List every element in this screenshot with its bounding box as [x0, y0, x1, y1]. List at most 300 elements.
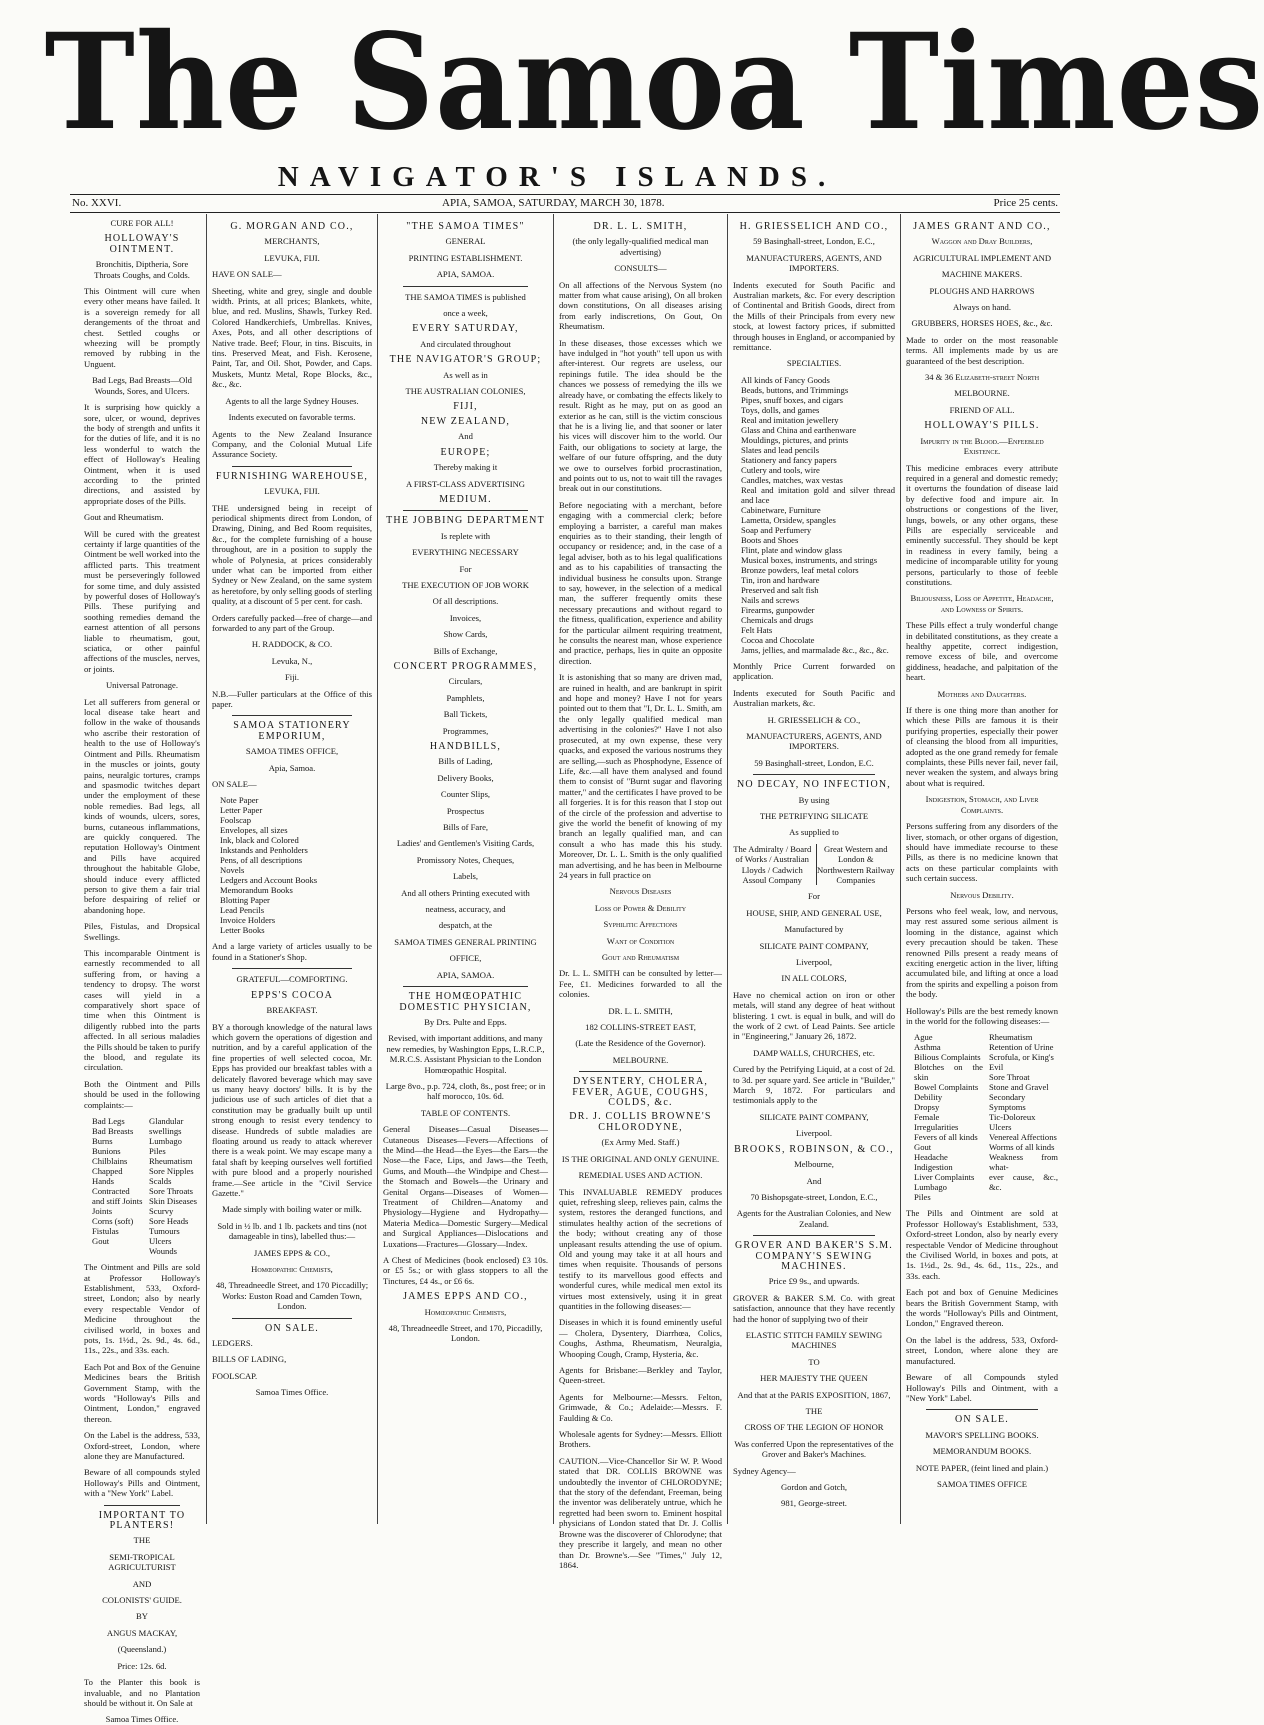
column-rule [553, 214, 554, 1524]
ad-text: Before negociating with a merchant, before engaging with a commercial clerk; before employing a barrister, a careful man makes enquiries as to their standing, their length of occupancy or residence; and, in the case of a legal adviser, both as to his legal qualifications and as to his capabilities of transacting the individual business he consults upon. Strange to say, however, in the selection of a medical man, the sufferer frequently omits these necessary precautions and without regard to the fitness, qualification, experience and ability for the particular ailment requiring treatment, he consults the nearest man, whose experience and practice, perhaps, lies in quite an opposite direction. [559, 499, 722, 666]
list-item: Mouldings, pictures, and prints [741, 434, 849, 445]
column-4 [559, 218, 722, 1570]
list-item: Bowel Complaints [914, 1082, 979, 1093]
list-item: Piles [149, 1146, 166, 1157]
stationery-list [220, 795, 372, 935]
ad-line: REMEDIAL USES AND ACTION. [578, 1170, 703, 1181]
ad-line: MANUFACTURERS, AGENTS, AND IMPORTERS. [746, 252, 882, 274]
list-item: Sore Heads [149, 1216, 189, 1227]
ad-line: THE SAMOA TIMES is published [405, 291, 526, 302]
ad-subhead: Indigestion, Stomach, and Liver Complaints. [925, 794, 1039, 815]
ad-line: PRINTING ESTABLISHMENT. [408, 252, 523, 263]
ad-text: Beware of all compounds styled Holloway's Pills and Ointment, with a "New York" Label. [84, 1467, 200, 1499]
list-item: Soap and Perfumery [741, 524, 812, 535]
list-item: Pens, of all descriptions [220, 855, 303, 866]
ad-text: If there is one thing more than another for which these Pills are famous it is their purifying properties, especially their power of cleansing the blood from all impurities, adopted as the one grand remedy for female complaints, these Pills never fail, never fail, never weaken the system, and always bring about what is required. [906, 705, 1058, 788]
ad-text: To the Planter this book is invaluable, and no Plantation should be without it. On Sale at [84, 1677, 200, 1708]
ad-heading-dysentery: DYSENTERY, CHOLERA, FEVER, AGUE, COUGHS, COLDS, &c. [572, 1076, 709, 1109]
ad-heading-samoa-times: "THE SAMOA TIMES" [406, 221, 525, 232]
ad-line: For [459, 563, 472, 574]
ad-heading-planters: IMPORTANT TO PLANTERS! [98, 1509, 186, 1532]
ad-line: HAVE ON SALE— [212, 269, 282, 280]
cure-line: CURE FOR ALL! [110, 218, 174, 228]
ad-line: MERCHANTS, [264, 236, 320, 247]
ad-line: Agents for the Australian Colonies, and New Zealand. [736, 1208, 892, 1229]
list-item: Want of Condition [606, 935, 675, 946]
ad-subhead: Impurity in the Blood.—Enfeebled Existence. [920, 435, 1044, 457]
ad-text: Indents executed for South Pacific and Australian markets, &c. For every description of Continental and British Goods, direct from the Mills of their Principals from every new stock, at lowest factory prices, if submitted through houses in England, or accompanied by remittance. [733, 279, 895, 353]
list-item: Nervous Diseases [609, 886, 672, 897]
ad-heading-jobbing: THE JOBBING DEPARTMENT [386, 515, 545, 527]
divider [232, 1318, 352, 1319]
list-item: Bilious Complaints [914, 1052, 981, 1063]
ad-line: Price £9 9s., and upwards. [768, 1276, 860, 1287]
column-rule [900, 214, 901, 1524]
list-item: Fistulas [92, 1226, 119, 1237]
divider [579, 1071, 702, 1072]
ad-text: Persons who feel weak, low, and nervous, may rest assured some serious ailment is looming in the distance, against which every precaution should be taken. These renowned Pills present a ready means of exciting energetic action in the liver, lifting accumulated bile, and lifting at once a load from the spirits and expelling a poison from the body. [906, 905, 1058, 1000]
ad-line: (Ex Army Med. Staff.) [601, 1137, 680, 1148]
job-item: Counter Slips, [440, 789, 491, 800]
list-item: Joints [92, 1206, 113, 1217]
list-item: Lumbago [149, 1136, 182, 1147]
ad-line: FIJI, [453, 401, 478, 413]
list-item: Stationery and fancy papers [741, 454, 837, 465]
list-item: Weakness from what- [989, 1152, 1058, 1173]
ad-line: Apia, Samoa. [268, 762, 316, 773]
ad-line: EVERYTHING NECESSARY [412, 547, 519, 558]
ad-line: THE NAVIGATOR'S GROUP; [389, 354, 542, 366]
ad-subhead: Universal Patronage. [105, 680, 179, 691]
ad-text: CAUTION.—Vice-Chancellor Sir W. P. Wood stated that DR. COLLIS BROWNE was undoubtedly the inventor of CHLORODYNE; that the story of the defendant, Freeman, being the inventor was deliberately untrue, which he regretted had been sworn to. Eminent hospital physicians of London stated that Dr. J. Collis Browne was the discoverer of Chlorodyne; that they prescribe it largely, and mean no other than Dr. Browne's.—See "Times," July 12, 1864. [559, 1455, 722, 1570]
ad-heading-stationery: SAMOA STATIONERY EMPORIUM, [233, 720, 351, 742]
ad-text: Made to order on the most reasonable terms. All implements made by us are guaranteed of the best description. [906, 334, 1058, 366]
ad-text: Revised, with important additions, and many new remedies, by Washington Epps, L.R.C.P., M.R.C.S. Assistant Physician to the London Homœopathic Hospital. [386, 1033, 545, 1075]
ad-text: In these diseases, those excesses which we have indulged in "hot youth" tell upon us with after-interest. Our regrets are useless, our repinings futile. The idea should be the chances we possess of remedying the ills we already have, or combating the effects likely to result. Right as he may, put on as good an exterior as he can, still is the victim conscious that he is a living lie, and that sooner or later his vices will discover him to the world. Our Faith, our obligations to society at large, the welfare of our future offspring, and the duty we owe to ourselves forbid procrastination, and points out to us, not to wait till the ravages break out in our constitutions. [559, 337, 722, 494]
list-item: Boots and Shoes [741, 534, 799, 545]
job-item: Ball Tickets, [443, 709, 488, 720]
ad-heading-grant: JAMES GRANT AND CO., [913, 221, 1051, 232]
ad-line: Made simply with boiling water or milk. [222, 1204, 362, 1215]
ad-text: This Ointment will cure when every other means have failed. It is a sovereign remedy for all derangements of the throat and chest. Settled coughs or wheezing will be promptly removed by rubbing in the Unguent. [84, 286, 200, 369]
ad-line: LEDGERS. [212, 1338, 253, 1349]
list-item: Foolscap [220, 815, 252, 826]
list-item: Tin, iron and hardware [741, 574, 820, 585]
ad-line: EUROPE; [440, 446, 491, 458]
job-item: Labels, [452, 871, 479, 882]
ad-line: GENERAL [445, 236, 486, 247]
ad-text: Wholesale agents for Sydney:—Messrs. Elliott Brothers. [559, 1429, 722, 1450]
ad-text: 48, Threadneedle Street, and 170 Piccadilly; Works: Euston Road and Camden Town, London. [215, 1280, 369, 1312]
ad-line: Is replete with [440, 530, 491, 541]
ad-line: AND [132, 1578, 152, 1589]
masthead-subtitle: NAVIGATOR'S ISLANDS. [277, 161, 837, 193]
ad-heading-morgan: G. MORGAN AND CO., [230, 221, 354, 232]
ad-text: This INVALUABLE REMEDY produces quiet, refreshing sleep, relieves pain, calms the system, restores the deranged functions, and stimulates healthy action of the secretions of the body; without creating any of those unpleasant results attending the use of opium. Old and young may take it at all hours and times when requisite. Thousands of persons testify to its marvellous good effects and wonderful cures, while medical men extol its virtues most extensively, using it in great quantities in the following diseases:— [559, 1186, 722, 1311]
ad-text: BY a thorough knowledge of the natural laws which govern the operations of digestion and nutrition, and by a careful application of the fine properties of well selected cocoa, Mr. Epps has provided our breakfast tables with a delicately flavored beverage which may save us many heavy doctors' bills. It is by the judicious use of such articles of diet that a constitution may be gradually built up until strong enough to resist every tendency to disease. Hundreds of subtle maladies are floating around us ready to attack wherever there is a weak point. We may escape many a fatal shaft by keeping ourselves well fortified with pure blood and a properly nourished frame.—See article in the "Civil Service Gazette." [212, 1021, 372, 1198]
ad-line: ELASTIC STITCH FAMILY SEWING MACHINES [745, 1329, 883, 1351]
ad-line: Homœopathic Chemists, [424, 1306, 507, 1317]
ad-heading-smith: DR. L. L. SMITH, [593, 221, 688, 232]
ad-line: CONSULTS— [614, 263, 667, 274]
list-item: Firearms, gunpowder [741, 604, 815, 615]
ad-line: Fiji. [284, 672, 300, 683]
ad-line: As well as in [443, 369, 488, 380]
job-item: Bills of Lading, [438, 756, 493, 767]
divider [753, 774, 875, 775]
ad-line: Price: 12s. 6d. [117, 1660, 167, 1671]
ad-line: THE [805, 1406, 823, 1416]
column-6 [906, 218, 1058, 1518]
ad-text: Orders carefully packed—free of charge—and forwarded to any part of the Group. [212, 612, 372, 633]
ad-text: General Diseases—Casual Diseases—Cutaneous Diseases—Fevers—Affections of the Mind—the Head—the Eyes—the Ears—the Nose—the Face, Lips, and Jaws—the Teeth, Gums, and Mouth—the Windpipe and Chest—the Stomach and Bowels—the Urinary and Genital Organs—Diseases of Women—Treatment of Children—Anatomy and Physiology—Hygiene and Hydropathy—Materia Medica—Domestic Surgery—Medical and Surgical Appliances—Dislocations and Luxations—Fractures—Glossary—Index. [383, 1124, 548, 1249]
list-item: Cutlery and tools, wire [741, 464, 820, 475]
ad-line: And circulated throughout [420, 338, 511, 349]
job-item: Pamphlets, [446, 692, 485, 703]
masthead-title: The Samoa Times [44, 5, 1264, 160]
ad-line: HOUSE, SHIP, AND GENERAL USE, [746, 907, 882, 918]
list-item: Bad Breasts [92, 1126, 134, 1137]
ad-text: This medicine embraces every attribute required in a general and domestic remedy; it overturns the foundation of disease laid by defective food and impure air. In obstructions or congestions of the liver, lungs, bowels, or any other organs, these Pills are especially serviceable and eminently successful. They should be kept in readiness in every family, being a medicine of incomparable utility for young persons, particularly to those of feeble constitutions. [906, 462, 1058, 587]
ad-line: THE PETRIFYING SILICATE [759, 810, 869, 821]
ad-subhead: Piles, Fistulas, and Dropsical Swellings. [84, 921, 200, 942]
list-item: Burns [92, 1136, 113, 1147]
list-item: Liver Complaints [914, 1172, 975, 1183]
divider [232, 466, 352, 467]
ad-text: Holloway's Pills are the best remedy known in the world for the following diseases:— [906, 1005, 1058, 1026]
ad-heading-cocoa: EPPS'S COCOA [250, 989, 334, 1001]
ad-line: IS THE ORIGINAL AND ONLY GENUINE. [561, 1153, 720, 1164]
ad-line: MELBOURNE. [612, 1054, 669, 1065]
list-item: Gout [914, 1142, 932, 1153]
ad-line: 34 & 36 Elizabeth-street North [924, 372, 1040, 383]
job-item: Programmes, [442, 725, 489, 736]
ad-text: Sheeting, white and grey, single and double width. Prints, at all prices; Blankets, white, blue, and red. Muslins, Shawls, Turkey Red. Colored Handkerchiefs, Umbrellas. Knives, Axes, Pots, and all other descriptions of Native trade. Beef; Flour, in tins. Biscuits, in tins. Preserved Meat, and Fish. Kerosene, Paint, Tar, and Oil. Shot, Powder, and Caps. Muskets, Muntz Metal, Rope Blocks, &c., &c., &c. [212, 285, 372, 390]
ad-line: SAMOA TIMES OFFICE, [245, 746, 339, 757]
list-item: Cocoa and Chocolate [741, 634, 815, 645]
divider [403, 986, 528, 987]
job-item: APIA, SAMOA. [436, 969, 495, 980]
ad-line: By Drs. Pulte and Epps. [424, 1016, 507, 1027]
ad-line: Melbourne, [794, 1159, 834, 1170]
ad-line: ANGUS MACKAY, [106, 1627, 178, 1638]
complaints-list [92, 1116, 200, 1256]
job-item: HANDBILLS, [429, 741, 502, 752]
bottom-rule [70, 212, 1060, 213]
list-item: Sore Throats [149, 1186, 193, 1197]
list-item: Worms of all kinds [989, 1142, 1055, 1153]
ad-text: GROVER & BAKER S.M. Co. with great satisfaction, announce that they have recently had the honor of supplying two of their [733, 1292, 895, 1324]
ad-line: EVERY SATURDAY, [412, 323, 519, 335]
ad-line: Liverpool, [795, 957, 833, 967]
ad-line: NOTE PAPER, (feint lined and plain.) [915, 1462, 1049, 1473]
job-item: And all others Printing executed with [401, 887, 530, 898]
list-item: Glandular swellings [149, 1116, 184, 1137]
list-item: Gout and Rheumatism [601, 952, 680, 962]
ad-line: Samoa Times Office. [105, 1714, 179, 1725]
ad-line: LEVUKA, FIJI. [264, 486, 320, 497]
ad-line: 59 Basinghall-street, London, E.C. [754, 757, 874, 768]
list-item: Female Irregularities [914, 1112, 959, 1133]
list-item: Debility [914, 1092, 943, 1103]
list-item: Skin Diseases [149, 1196, 197, 1207]
list-item: Cabinetware, Furniture [741, 504, 821, 515]
ad-line: Gordon and Gotch, [780, 1482, 848, 1493]
list-item: Stone and Gravel [989, 1082, 1049, 1093]
list-item: Glass and China and earthenware [741, 424, 857, 435]
ad-text: Dr. L. L. SMITH can be consulted by letter—Fee, £1. Medicines forwarded to all the colonies. [559, 968, 722, 1000]
ad-line: MANUFACTURERS, AGENTS, AND IMPORTERS. [746, 730, 882, 752]
ad-text: The Pills and Ointment are sold at Professor Holloway's Establishment, 533, Oxford-street London, also by nearly every respectable Vendor of Medicine throughout the Civilised World, in boxes and pots, at 1s. 1½d., 2s. 9d., 4s. 6d., 11s., 22s., and 33s. each. [906, 1208, 1058, 1281]
list-item: Letter Books [220, 925, 265, 936]
list-item: Bunions [92, 1146, 121, 1157]
ad-line: DR. L. L. SMITH, [608, 1005, 673, 1016]
list-item: Chapped Hands [92, 1166, 123, 1187]
job-item: despatch, at the [438, 920, 493, 931]
ad-line: Thereby making it [433, 462, 498, 473]
list-item: Nails and screws [741, 594, 800, 605]
issue-price: Price 25 cents. [993, 197, 1058, 209]
list-item: Sore Nipples [149, 1166, 194, 1177]
ad-heading-pills: HOLLOWAY'S PILLS. [924, 420, 1040, 432]
ad-line: MACHINE MAKERS. [941, 269, 1023, 280]
list-item: Inkstands and Penholders [220, 845, 308, 856]
list-item: All kinds of Fancy Goods [741, 374, 830, 385]
list-item: Letter Paper [220, 805, 263, 816]
ad-line: MAVOR'S SPELLING BOOKS. [925, 1429, 1039, 1440]
column-2 [212, 218, 372, 1518]
list-item: Fevers of all kinds [914, 1132, 978, 1143]
job-item: OFFICE, [449, 953, 482, 964]
diseases-list [914, 1032, 1058, 1202]
ad-line: H. GRIESSELICH & CO., [767, 714, 861, 725]
dateline [70, 197, 1060, 213]
ad-line: Levuka, N., [271, 655, 313, 666]
divider [926, 1409, 1038, 1410]
ad-text: On the label is the address, 533, Oxford-street, London, where alone they are manufactured. [906, 1334, 1058, 1366]
ad-line: SILICATE PAINT COMPANY, [759, 1111, 869, 1122]
ad-heading-onsale: ON SALE. [264, 1322, 320, 1334]
ad-text: Each Pot and Box of the Genuine Medicines bears the British Government Stamp, with the words "Holloway's Pills and Ointment, London," engraved thereon. [84, 1361, 200, 1424]
list-item: Wounds [149, 1246, 177, 1257]
list-item: Memorandum Books [220, 885, 293, 896]
ad-text: The Ointment and Pills are sold at Professor Holloway's Establishment, 533, Oxford-street, London; also by nearly every respectable Vendor of Medicine throughout the civilised world, in boxes and pots, 1s. 1½d., 2s. 9d., 4s. 6d., 11s., 22s., and 33s. each. [84, 1262, 200, 1356]
ad-line: APIA, SAMOA. [436, 269, 495, 280]
ad-text: Sold in ½ lb. and 1 lb. packets and tins (not damageable in tins), labelled thus:— [217, 1220, 367, 1242]
list-item: Tumours [149, 1226, 180, 1237]
list-item: Jams, jellies, and marmalade &c., &c., &c. [741, 644, 889, 655]
list-item: Slates and lead pencils [741, 444, 820, 455]
list-item: Scrofula, or King's [989, 1052, 1054, 1063]
ad-line: SPECIALTIES. [786, 358, 842, 369]
ad-text: These Pills effect a truly wonderful change in debilitated constitutions, as they create a healthy appetite, correct indigestion, remove excess of bile, and overcome giddiness, headache, and palpitation of the heart. [906, 620, 1058, 683]
ad-line: THE AUSTRALIAN COLONIES, [405, 386, 526, 397]
list-item: Blotting Paper [220, 895, 270, 906]
ad-line: 70 Bishopsgate-street, London, E.C., [750, 1191, 878, 1202]
list-item: ever cause, &c., &c. [989, 1172, 1058, 1193]
list-item: Invoice Holders [220, 915, 276, 926]
ad-text: Both the Ointment and Pills should be used in the following complaints:— [84, 1078, 200, 1110]
ad-text: Let all sufferers from general or local disease take heart and follow in the wake of thousands who ascribe their restoration of health to the use of Holloway's Ointment and Pills. Rheumatism in the muscles or joints, gouty pains, neuralgic tortures, cramps and spasmodic twitches depart under the employment of these noble remedies. Bad legs, all kinds of wounds, ulcers, sores, burns, cutaneous inflammations, are quickly conquered. The reputation Holloway's Ointment and Pills have acquired throughout the habitable Globe, should induce every afflicted person to give them a fair trial before despairing of relief or abandoning hope. [84, 696, 200, 915]
list-item: Gout [92, 1236, 110, 1247]
ad-subhead: Biliousness, Loss of Appetite, Headache, and Lowness of Spirits. [910, 593, 1054, 614]
list-item: Sore Throat [989, 1072, 1030, 1083]
list-item: Real and imitation gold and silver thread and lace [741, 484, 895, 505]
ad-line: SAMOA TIMES OFFICE [936, 1478, 1028, 1489]
ad-line: SEMI-TROPICAL AGRICULTURIST [108, 1551, 176, 1573]
ad-line: Indents executed on favorable terms. [228, 412, 356, 423]
ad-text: Persons suffering from any disorders of the liver, stomach, or other organs of digestion, should have immediate recourse to these Pills, as there is no medicine known that acts on these particular complaints with such certain success. [906, 821, 1058, 884]
ad-text: Cured by the Petrifying Liquid, at a cost of 2d. to 3d. per square yard. See article in "Builder," March 9, 1872. For particulars and testimonials apply to the [733, 1064, 895, 1106]
ad-heading-brooks: BROOKS, ROBINSON, & CO., [734, 1143, 894, 1155]
ad-line: NEW ZEALAND, [420, 415, 511, 427]
ad-heading-onsale: ON SALE. [954, 1414, 1010, 1426]
ad-line: ON SALE— [212, 779, 257, 790]
ad-line: A FIRST-CLASS ADVERTISING [405, 478, 526, 489]
ad-line: MEMORANDUM BOOKS. [932, 1446, 1032, 1457]
ad-heading-homeopathic: THE HOMŒOPATHIC DOMESTIC PHYSICIAN, [399, 991, 532, 1013]
list-item: Bronze powders, leaf metal colors [741, 564, 859, 575]
job-item: Bills of Exchange, [433, 645, 498, 656]
ad-line: For [808, 891, 820, 902]
ad-line: Always on hand. [953, 302, 1011, 313]
job-item: Prospectus [446, 805, 485, 816]
ad-subhead: Bronchitis, Diptheria, Sore Throats Coughs, and Colds. [94, 259, 190, 280]
ad-text: Agents for Brisbane:—Berkley and Taylor, Queen-street. [559, 1365, 722, 1386]
ad-text: Agents for Melbourne:—Messrs. Felton, Grimwade, & Co.; Adelaide:—Messrs. F. Faulding & Co. [559, 1391, 722, 1423]
ad-text: On all affections of the Nervous System (no matter from what cause arising), On all broken down constitutions, On all diseases arising from early indiscretions, On Gout, On Rheumatism. [559, 279, 722, 332]
list-item: Dropsy [914, 1102, 940, 1113]
job-item: Bills of Fare, [442, 822, 489, 833]
ad-line: Of all descriptions. [432, 596, 499, 607]
list-item: Headache [914, 1152, 948, 1163]
list-item: Asthma [914, 1042, 941, 1053]
column-rule [206, 214, 207, 1524]
ad-line: And [806, 1175, 822, 1186]
ad-subhead: Nervous Debility. [950, 889, 1014, 900]
column-rule [377, 214, 378, 1524]
list-item: Venereal Affections [989, 1132, 1057, 1143]
ad-line: MEDIUM. [439, 493, 492, 505]
ad-line: Samoa Times Office. [255, 1387, 329, 1398]
list-item: Loss of Power & Debility [594, 902, 687, 913]
ad-line: (Queensland.) [117, 1644, 167, 1655]
list-item: Toys, dolls, and games [741, 404, 820, 415]
job-item: Invoices, [449, 612, 482, 623]
list-item: Musical boxes, instruments, and strings [741, 554, 878, 565]
divider [232, 968, 352, 969]
ad-line: 182 COLLINS-STREET EAST, [585, 1022, 696, 1033]
list-item: Indigestion [914, 1162, 953, 1173]
ad-heading-silicate: NO DECAY, NO INFECTION, [737, 779, 891, 791]
divider [104, 1505, 180, 1506]
ad-heading-chlorodyne: DR. J. COLLIS BROWNE'S CHLORODYNE, [569, 1111, 712, 1133]
date-place: APIA, SAMOA, SATURDAY, MARCH 30, 1878. [442, 197, 665, 209]
ad-text: Beware of all Compounds styled Holloway's Pills and Ointment, with a "New York" Label. [906, 1372, 1058, 1403]
list-item: Note Paper [220, 795, 259, 806]
list-item: Scurvy [149, 1206, 174, 1217]
ad-line: HER MAJESTY THE QUEEN [760, 1373, 868, 1384]
list-item: Flint, plate and window glass [741, 544, 842, 555]
list-item: Bad Legs [92, 1116, 125, 1127]
column-3 [383, 218, 548, 1518]
list-item: Pipes, snuff boxes, and cigars [741, 394, 843, 405]
list-item: Syphilitic Affections [603, 919, 678, 930]
list-item: Novels [220, 865, 245, 876]
ad-line: GRATEFUL—COMFORTING. [236, 974, 348, 985]
divider [403, 510, 528, 511]
ad-line: once a week, [443, 308, 488, 319]
column-5 [733, 218, 895, 1518]
list-item: Ulcers [989, 1122, 1012, 1133]
ad-text: Have no chemical action on iron or other metals, will stand any degree of heat without blistering. 1 cwt. is equal in bulk, and will do the work of 2 cwt. of Lead Paints. See article in "Engineering," January 26, 1872. [733, 989, 895, 1042]
ad-subhead: Bad Legs, Bad Breasts—Old Wounds, Sores, and Ulcers. [92, 375, 192, 396]
ad-line: 59 Basinghall-street, London, E.C., [753, 236, 875, 247]
ad-line: THE EXECUTION OF JOB WORK [402, 579, 529, 590]
job-item: neatness, accuracy, and [425, 904, 506, 915]
job-item: Promissory Notes, Cheques, [416, 854, 515, 865]
ad-line: (Late the Residence of the Governor). [575, 1038, 706, 1049]
list-item: Corns (soft) [92, 1216, 134, 1227]
ad-text: Agents to the New Zealand Insurance Company, and the Colonial Mutual Life Assurance Society. [212, 428, 372, 460]
supplied-to-box [733, 844, 895, 886]
list-item: Retention of Urine [989, 1042, 1054, 1053]
ad-line: And that at the PARIS EXPOSITION, 1867, [737, 1389, 891, 1400]
list-item: Scalds [149, 1176, 172, 1187]
ad-line: FRIEND OF ALL. [949, 404, 1015, 415]
ad-heading-warehouse: FURNISHING WAREHOUSE, [215, 470, 369, 482]
ad-line: JAMES EPPS & CO., [253, 1247, 331, 1258]
list-item: Preserved and salt fish [741, 584, 819, 595]
list-item: Felt Hats [741, 624, 773, 635]
ad-text: It is astonishing that so many are driven mad, are ruined in health, and are bankrupt in spirit and hope and money? Have I not for years pointed out to them that "I, Dr. L. L. Smith, am the only legally qualified medical man advertising in the colonies?" Have I not also prosecuted, at my own expense, these very quacks, and exposed the various nostrums they are selling,—such as Phosphodyne, Essence of Life, &c.—all have them analysed and found them to consist of "Burnt sugar and flavoring matter," and the certificates I have proved to be all forgeries. It is for this reason that I stop out of the circle of the profession and advertise to give the world the benefit of knowing of my branch an legally qualified man, and can consult a who has made this his study. Moreover, Dr. L. L. Smith is the only qualified man advertising, and he has been in Melbourne 24 years in full practice on [559, 672, 722, 880]
ad-line: And [458, 431, 473, 442]
ad-line: SILICATE PAINT COMPANY, [759, 940, 869, 951]
list-item: Chilblains [92, 1156, 128, 1167]
ad-line: GRUBBERS, HORSES HOES, &c., &c. [911, 318, 1053, 329]
list-item: Lead Pencils [220, 905, 265, 916]
ad-line: TABLE OF CONTENTS. [420, 1107, 511, 1118]
ad-line: By using [798, 794, 830, 805]
ad-text: And a large variety of articles usually to be found in a Stationer's Shop. [212, 941, 372, 962]
list-item: Real and imitation jewellery [741, 414, 839, 425]
job-item: Delivery Books, [437, 772, 494, 783]
ad-text: It is surprising how quickly a sore, ulcer, or wound, deprives the body of strength and unfits it for the duties of life, and it is no less wonderful to watch the effect of Holloway's Healing Ointment, when it is used according to the printed directions, and assisted by appropriate doses of the Pills. [84, 402, 200, 506]
job-item: Circulars, [448, 676, 483, 687]
ad-line: IN ALL COLORS, [781, 973, 847, 984]
supplied-right: Great Western and London & Northwestern Railway Companies [816, 843, 895, 885]
ad-line: Agents to all the large Sydney Houses. [225, 395, 359, 406]
list-item: Evil [989, 1062, 1004, 1073]
list-item: Lumbago [914, 1182, 947, 1193]
divider [232, 715, 352, 716]
ad-line: LEVUKA, FIJI. [264, 252, 320, 263]
column-rule [727, 214, 728, 1524]
list-item: Envelopes, all sizes [220, 825, 288, 836]
list-item: Beads, buttons, and Trimmings [741, 384, 849, 395]
ad-heading-griesselich: H. GRIESSELICH AND CO., [739, 221, 889, 232]
ad-line: AGRICULTURAL IMPLEMENT AND [912, 252, 1052, 263]
ad-subhead: Gout and Rheumatism. [84, 512, 164, 523]
job-item: Show Cards, [443, 629, 488, 640]
ad-line: TO [808, 1356, 820, 1367]
list-item: Tic-Doloreux [989, 1112, 1036, 1123]
ad-text: This incomparable Ointment is earnestly recommended to all suffering from, or having a tendency to dropsy. The worst cases will yield in a comparatively short space of time when this Ointment is diligently rubbed into the parts affected. In all serious maladies the Pills should be taken to purify the blood, and regulate its circulation. [84, 948, 201, 1073]
ad-text: Large 8vo., p.p. 724, cloth, 8s., post free; or in half morocco, 10s. 6d. [385, 1080, 546, 1102]
ad-line: DAMP WALLS, CHURCHES, etc. [753, 1047, 875, 1058]
ad-text: Monthly Price Current forwarded on application. [733, 660, 895, 682]
list-item: Contracted and stiff Joints [92, 1186, 143, 1207]
